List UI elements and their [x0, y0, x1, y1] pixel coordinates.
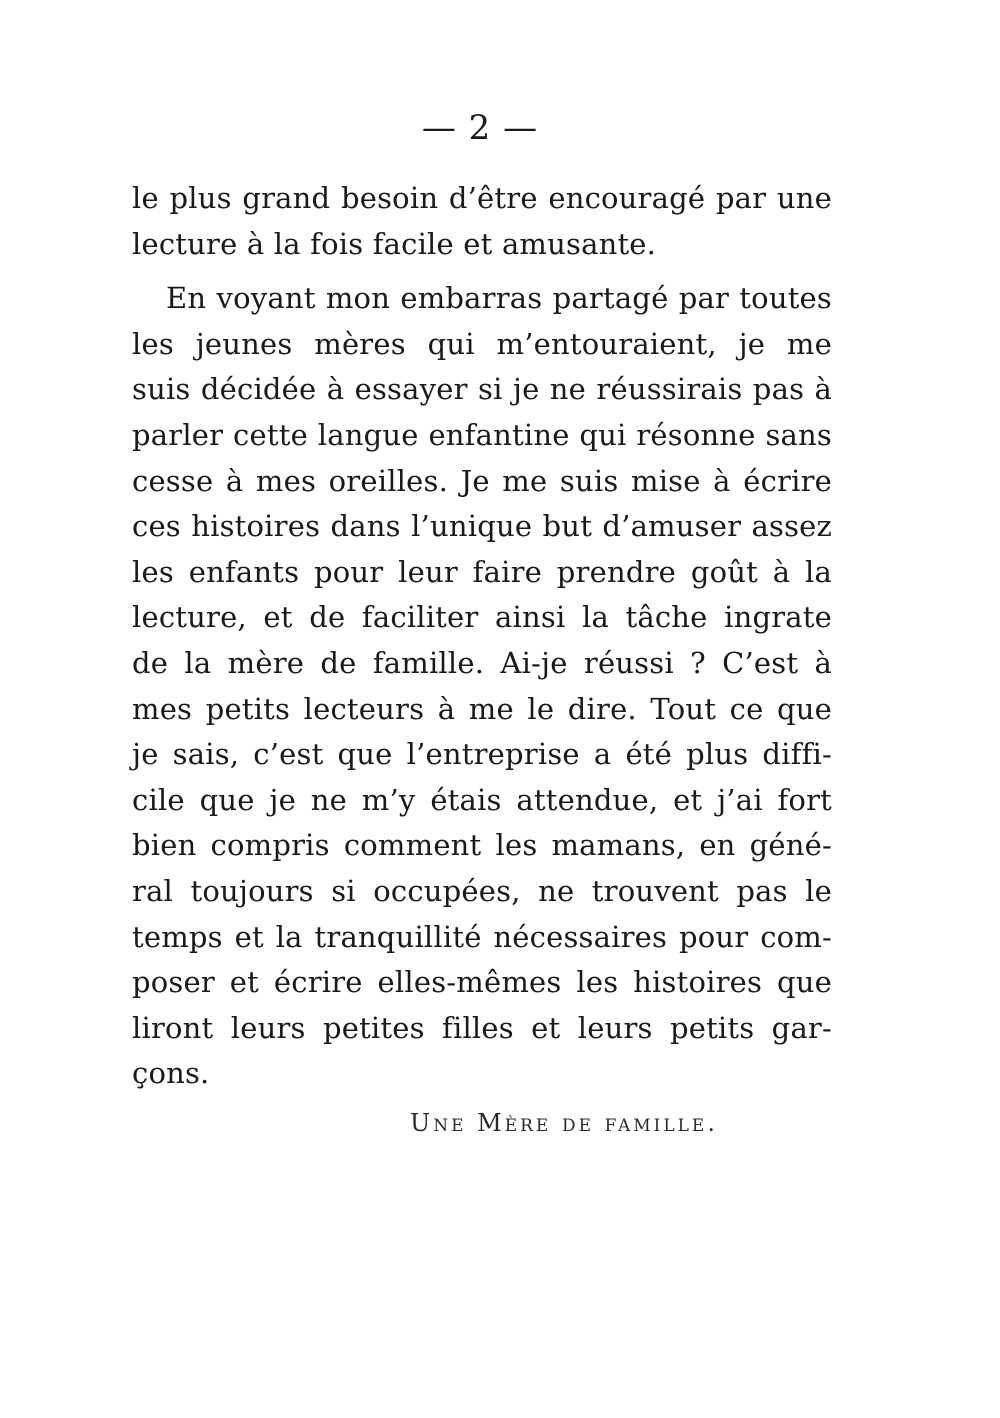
text-line: ces histoires dans l’unique but d’amuser assez — [132, 509, 832, 544]
text-line: bien compris comment les mamans, en géné- — [132, 828, 832, 863]
text-line: lecture, et de faciliter ainsi la tâche ingrate — [132, 600, 832, 635]
text-line: En voyant mon embarras partagé par toutes — [166, 281, 832, 316]
text-line: suis décidée à essayer si je ne réussirais pas à — [132, 372, 832, 407]
text-line: les enfants pour leur faire prendre goût à la — [132, 554, 832, 589]
text-line: liront leurs petites filles et leurs petits gar- — [132, 1010, 832, 1045]
body-text — [132, 176, 832, 1097]
text-line: çons. — [132, 1056, 210, 1091]
text-line: cile que je ne m’y étais attendue, et j’ai fort — [132, 782, 832, 817]
text-line: parler cette langue enfantine qui résonne sans — [132, 417, 832, 452]
text-line: les jeunes mères qui m’entouraient, je me — [132, 326, 832, 361]
text-line: je sais, c’est que l’entreprise a été plus diffi- — [132, 737, 832, 772]
text-line: ral toujours si occupées, ne trouvent pas le — [132, 873, 832, 908]
paragraph-spacer — [132, 267, 832, 276]
signature: Une Mère de famille. — [410, 1109, 718, 1137]
text-line: cesse à mes oreilles. Je me suis mise à écrire — [132, 463, 832, 498]
paragraph-1 — [132, 176, 832, 267]
text-line: poser et écrire elles-mêmes les histoires que — [132, 965, 832, 1000]
page-number: — 2 — — [421, 108, 539, 148]
paragraph-2 — [132, 276, 832, 1097]
text-line: mes petits lecteurs à me le dire. Tout ce que — [132, 691, 832, 726]
text-line: temps et la tranquillité nécessaires pour com- — [132, 919, 832, 954]
text-line: de la mère de famille. Ai-je réussi ? C’est à — [132, 645, 832, 680]
text-line: lecture à la fois facile et amusante. — [132, 226, 657, 261]
text-line: le plus grand besoin d’être encouragé par une — [132, 181, 832, 215]
